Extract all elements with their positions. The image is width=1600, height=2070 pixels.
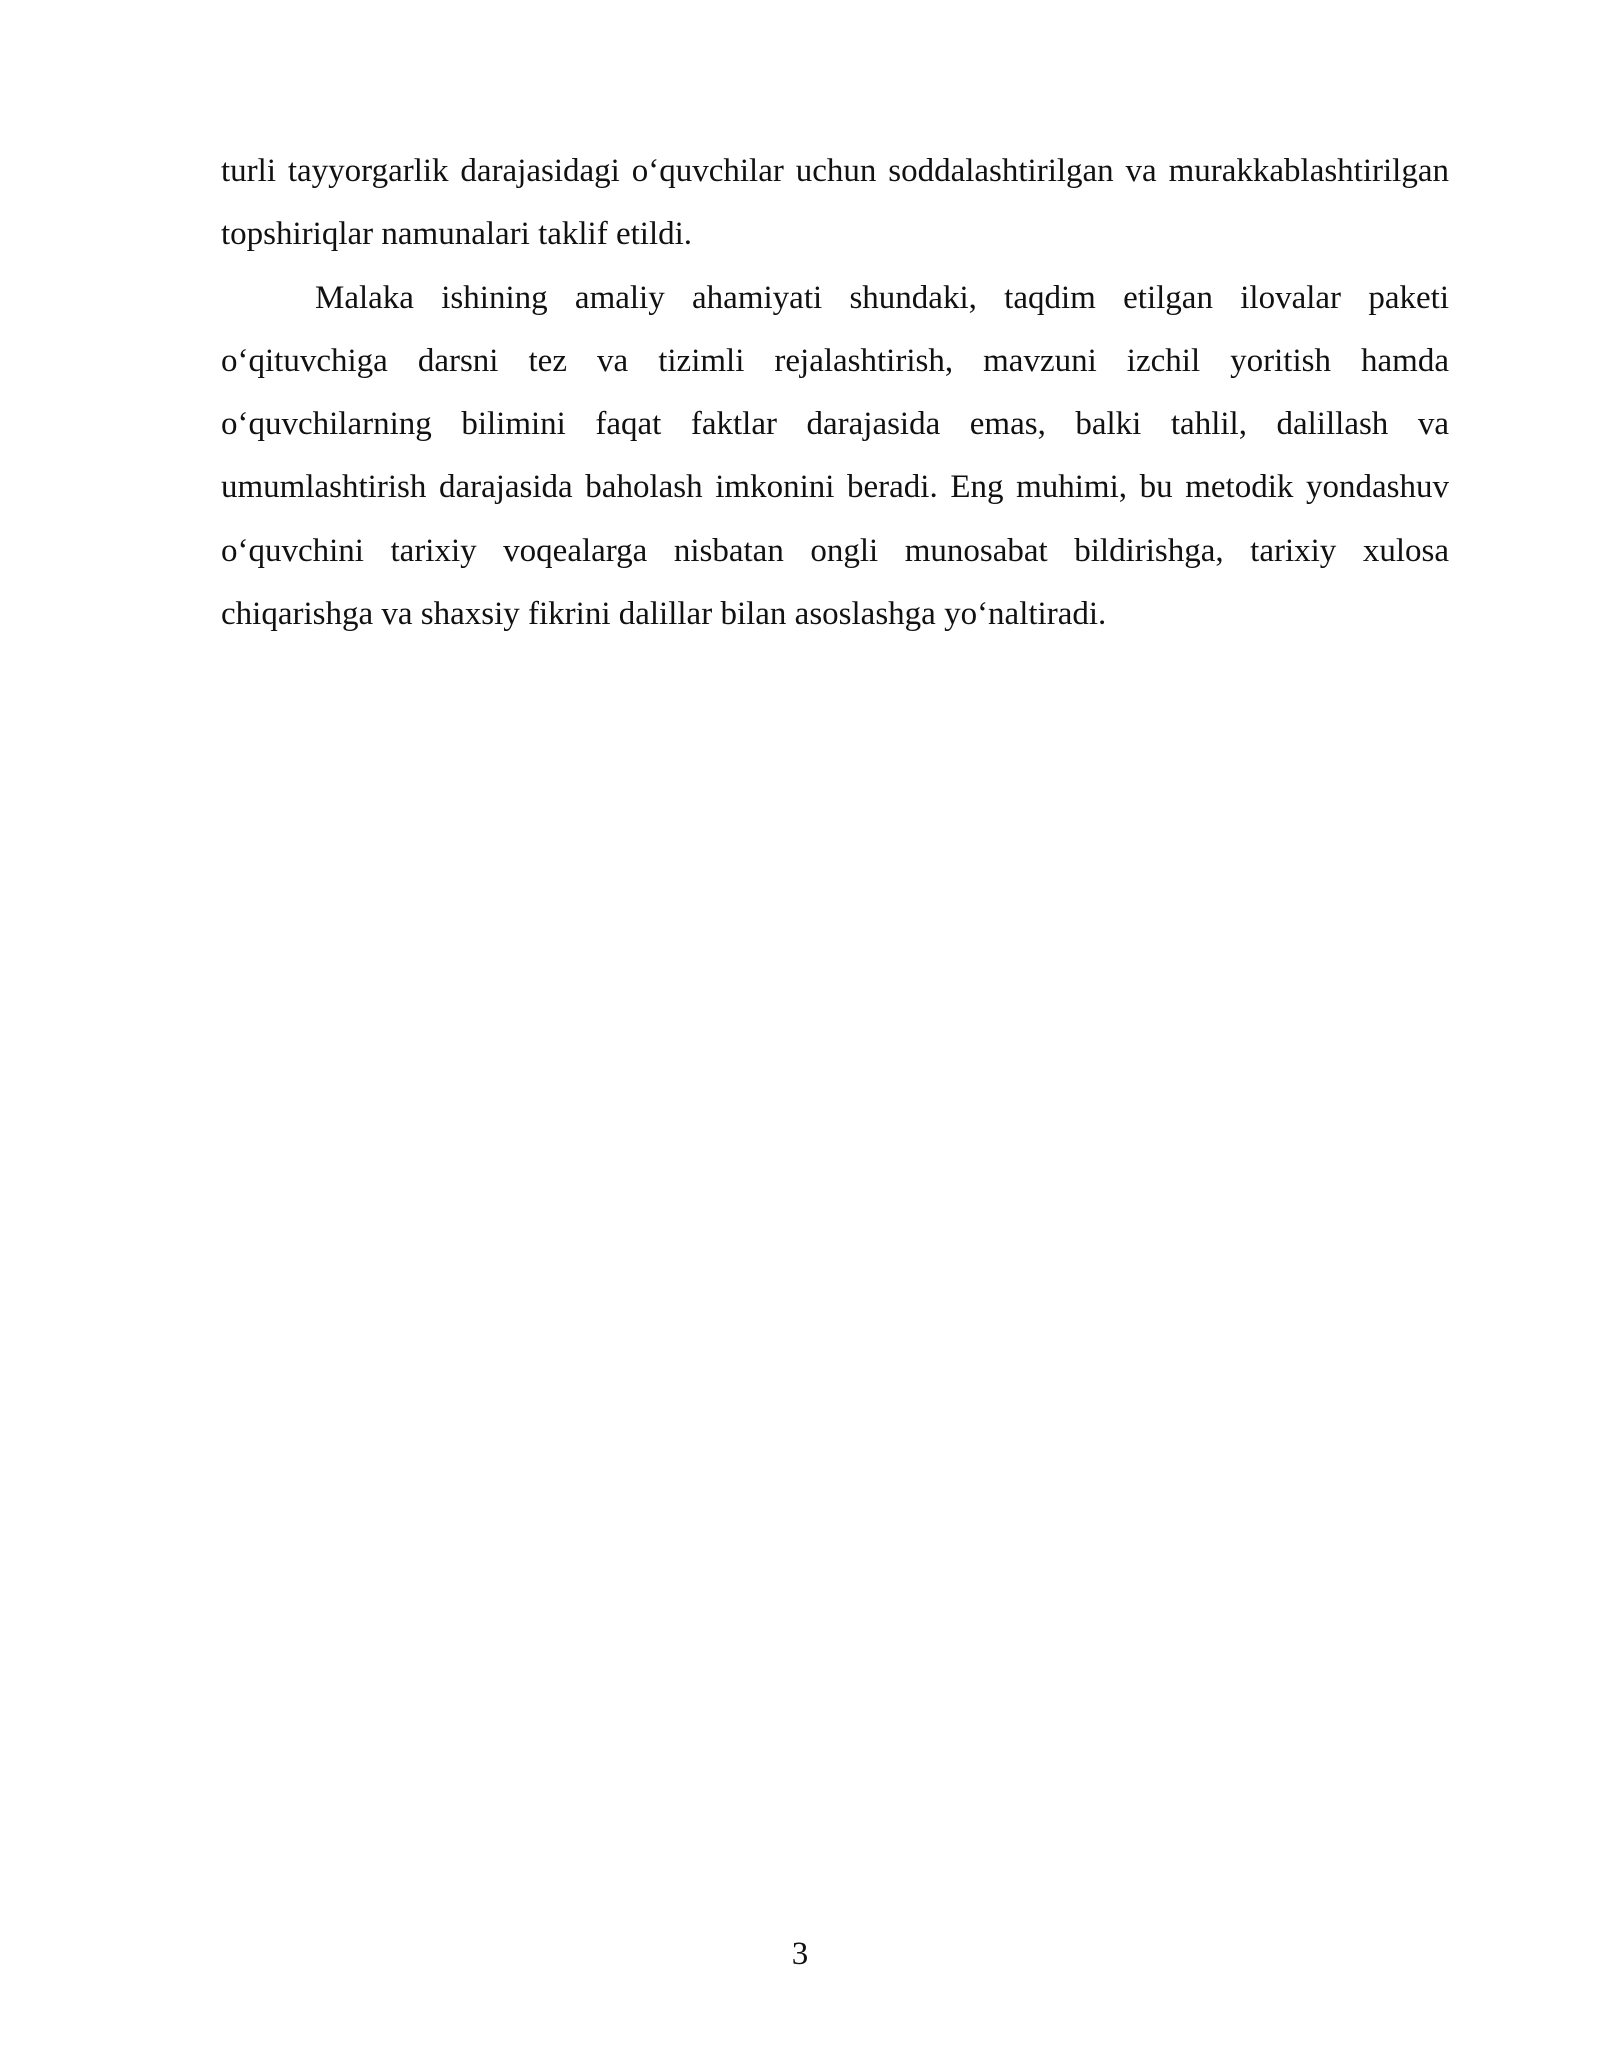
body-text [221,140,1449,646]
paragraph-continuation: turli tayyorgarlik darajasidagi o‘quvchilar uchun soddalashtirilgan va murakkablashtirilgan topshiriqlar namunalari taklif etildi. [221,153,1449,253]
page-number: 3 [791,1936,809,1972]
paragraph-practical-significance: Malaka ishining amaliy ahamiyati shundaki, taqdim etilgan ilovalar paketi o‘qituvchiga darsni tez va tizimli rejalashtirish, mavzuni izchil yoritish hamda o‘quvchilarning bilimini faqat faktlar darajasida emas, balki tahlil, dalillash va umumlashtirish darajasida baholash imkonini beradi. Eng muhimi, bu metodik yondashuv o‘quvchini tarixiy voqealarga nisbatan ongli munosabat bildirishga, tarixiy xulosa chiqarishga va shaxsiy fikrini dalillar bilan asoslashga yo‘naltiradi. [221,279,1449,633]
